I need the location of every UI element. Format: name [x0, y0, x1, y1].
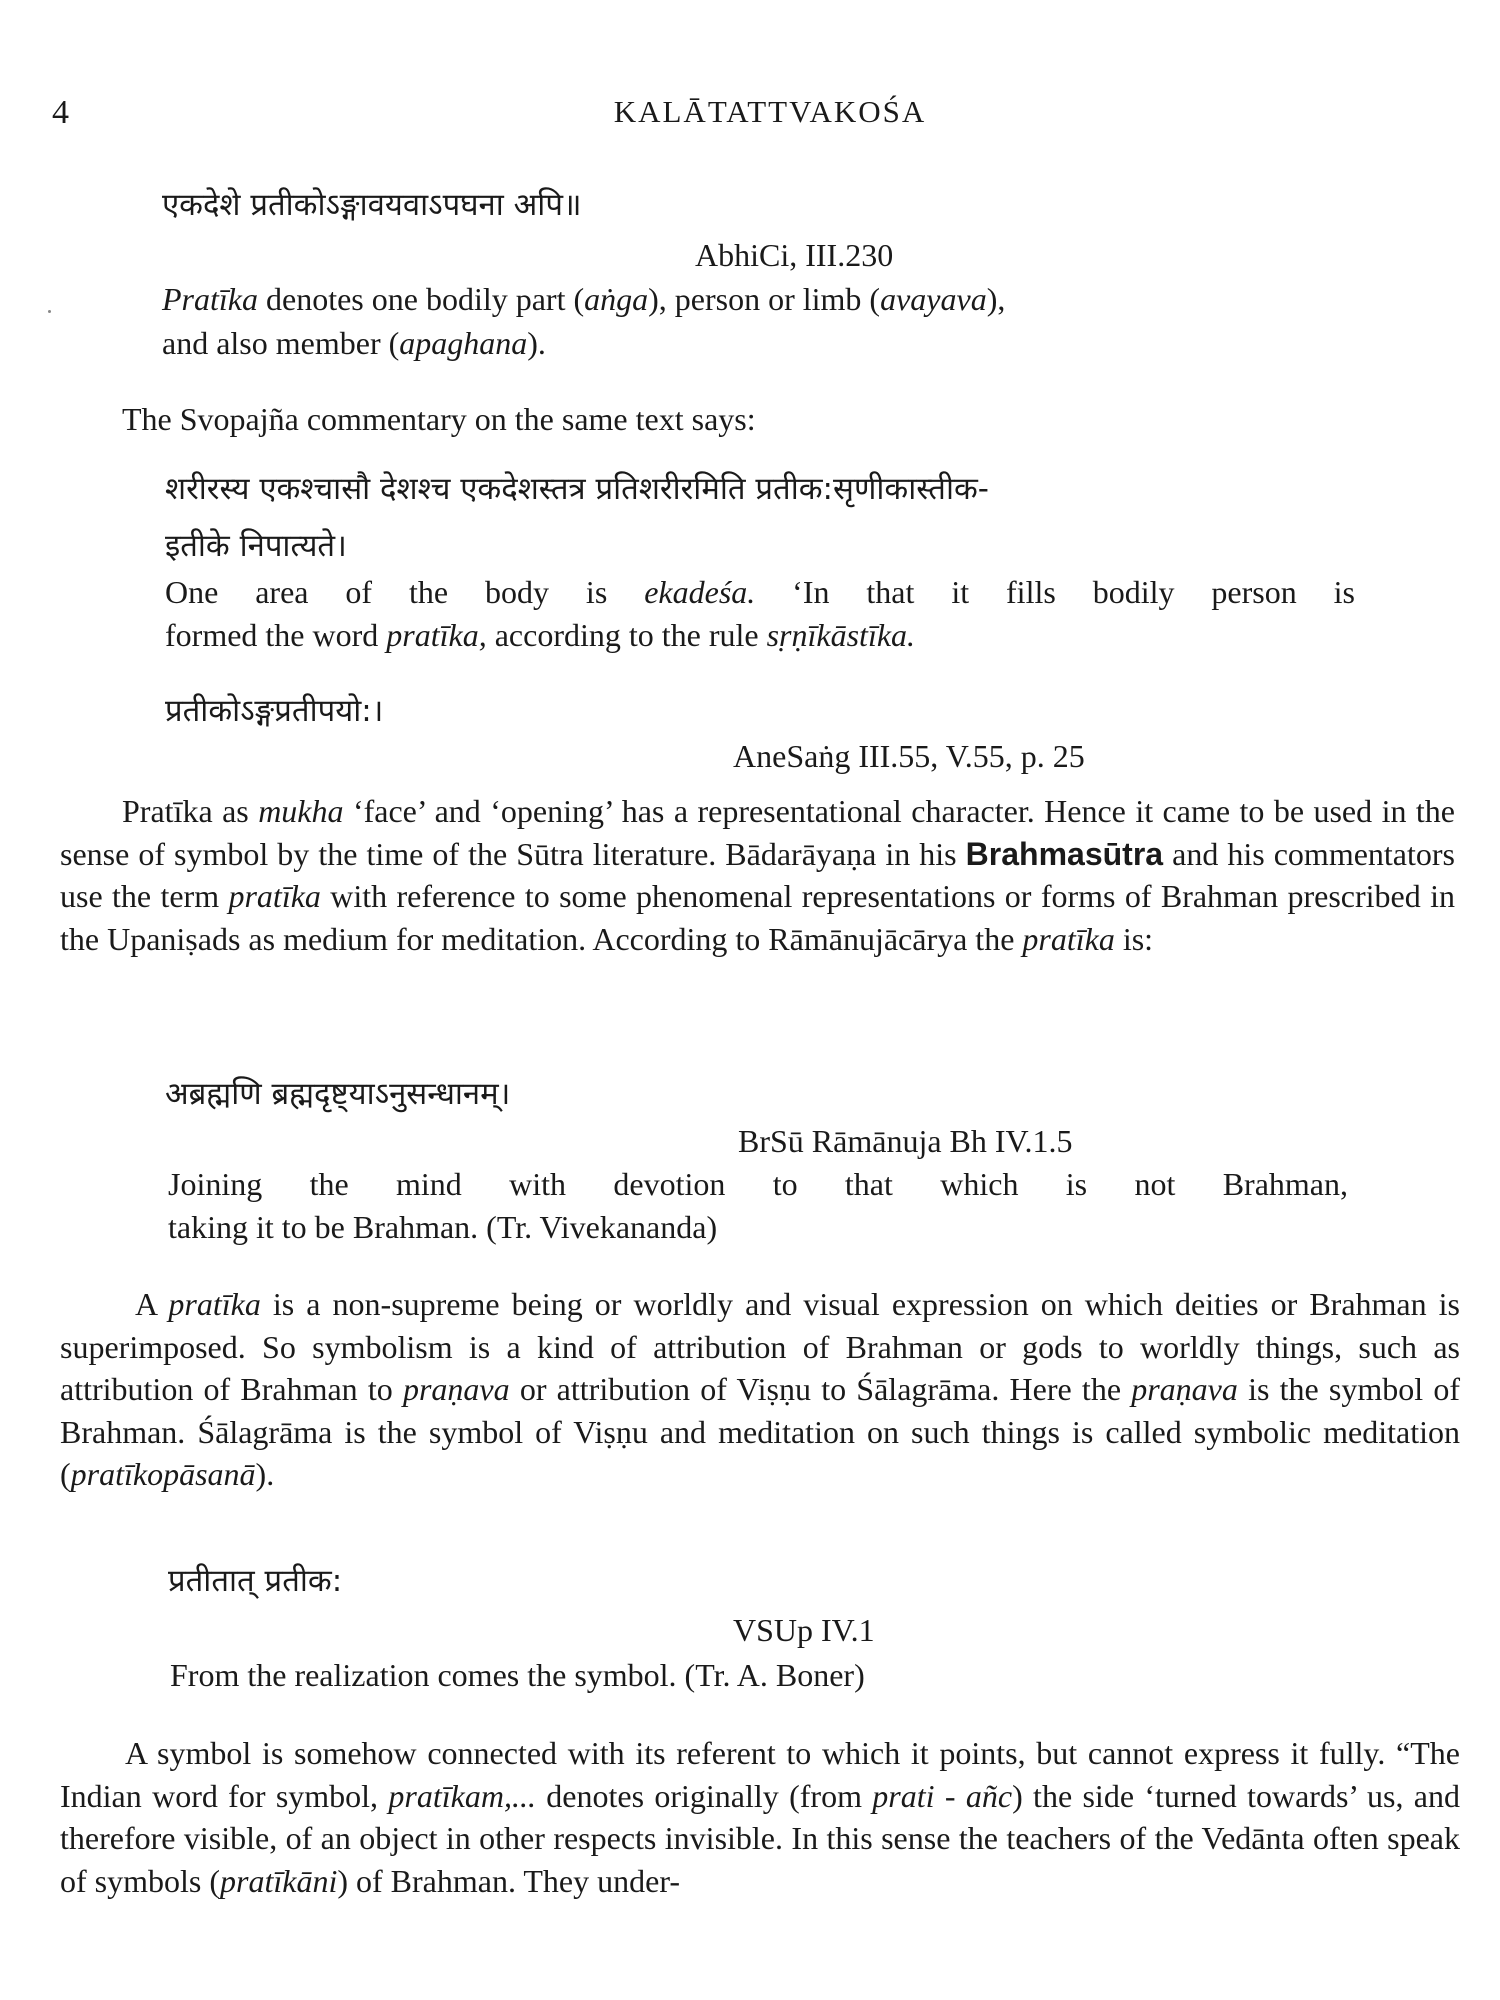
translation-text: One area of the body is — [165, 574, 645, 610]
sanskrit-verse-1: एकदेशे प्रतीकोऽङ्गावयवाऽपघना अपि॥ — [162, 187, 582, 223]
translation-text: ), person or limb ( — [648, 281, 881, 317]
margin-speck — [48, 310, 51, 313]
paragraph-symbol-referent — [60, 1732, 1460, 1902]
translation-text: ‘In that it fills bodily person is — [755, 574, 1356, 610]
paragraph-text: with reference to some phenomenal representations or forms of Brahman prescribed in the Upaniṣads as medium for meditation. According to Rāmānujācārya the — [60, 878, 1456, 957]
translation-text: according to the rule — [486, 617, 767, 653]
paragraph-text: denotes originally (from — [535, 1777, 873, 1814]
term-pranava: praṇava — [1131, 1371, 1238, 1407]
term-mukha: mukha — [258, 793, 344, 829]
paragraph-text: ) of Brahman. They under- — [337, 1862, 680, 1899]
translation-1-line-2 — [162, 324, 546, 362]
svopajna-intro: The Svopajña commentary on the same text says: — [122, 401, 756, 437]
term-avayava: avayava — [880, 281, 987, 317]
translation-5: From the realization comes the symbol. (Tr. A. Boner) — [170, 1657, 865, 1693]
translation-text: formed the word — [165, 617, 387, 653]
paragraph-text: A — [135, 1286, 169, 1322]
term-pratika: Pratīka — [162, 281, 258, 317]
term-brahmasutra: Brahmasūtra — [965, 835, 1164, 872]
paragraph-text: and his commentators use the term — [60, 835, 1456, 914]
paragraph-symbolism — [60, 1283, 1460, 1496]
paragraph-text: ‘face’ and ‘opening’ has a representational character. Hence it came to be used in the sense of symbol by the time of the Sūtra literature. Bādarāyaṇa in his — [60, 793, 1456, 872]
term-pratikam: pratīkam,... — [388, 1777, 536, 1814]
term-anga: aṅga — [584, 281, 649, 317]
translation-2-line-1 — [165, 573, 1355, 611]
running-title: KALĀTATTVAKOŚA — [613, 94, 927, 129]
translation-4-line-1: Joining the mind with devotion to that which is not Brahman, — [168, 1166, 1348, 1202]
sanskrit-commentary-line-2: इतीके निपात्यते। — [165, 528, 347, 564]
paragraph-pratika-meaning — [60, 790, 1455, 960]
reference-5: VSUp IV.1 — [733, 1612, 875, 1648]
term-rule: sṛṇīkāstīka. — [766, 617, 916, 653]
term-pranava: praṇava — [402, 1371, 510, 1407]
translation-text: and also member ( — [162, 325, 400, 361]
term-pratika: pratīka — [168, 1286, 261, 1322]
reference-4: BrSū Rāmānuja Bh IV.1.5 — [738, 1123, 1073, 1159]
paragraph-text: ) the side ‘turned towards’ us, and therefore visible, of an object in other respects invisible. In this sense the teachers of the Vedānta often speak of symbols ( — [60, 1777, 1461, 1899]
page-number: 4 — [52, 94, 69, 131]
translation-4-line-2: taking it to be Brahman. (Tr. Vivekananda) — [168, 1209, 718, 1245]
paragraph-text: is: — [1114, 920, 1154, 957]
translation-2-line-2 — [165, 616, 915, 654]
paragraph-text: is a non-supreme being or worldly and visual expression on which deities or Brahman is superimposed. So symbolism is a kind of attribution of Brahman or gods to worldly things, such as attribution of Brahman to — [60, 1286, 1461, 1407]
term-pratika: pratīka — [1022, 920, 1115, 957]
sanskrit-verse-3: प्रतीकोऽङ्गप्रतीपयो:। — [165, 693, 384, 729]
term-apaghana: apaghana — [399, 325, 528, 361]
paragraph-text: or attribution of Viṣṇu to Śālagrāma. Here the — [509, 1371, 1132, 1407]
translation-text: denotes one bodily part ( — [257, 281, 585, 317]
term-prati-anc: prati - añc — [872, 1777, 1013, 1814]
paragraph-text: A symbol is somehow connected with its referent to which it points, but cannot express it fully. “The Indian word for symbol, — [60, 1735, 1460, 1814]
term-pratika: pratīka — [228, 878, 321, 914]
paragraph-text: is the symbol of Brahman. Śālagrāma is the symbol of Viṣṇu and meditation on such things is called symbolic meditation ( — [60, 1371, 1461, 1492]
reference-3: AneSaṅg III.55, V.55, p. 25 — [733, 738, 1085, 774]
term-pratikani: pratīkāni — [220, 1862, 338, 1899]
translation-text: ). — [527, 325, 546, 361]
paragraph-text: Pratīka as — [122, 793, 259, 829]
paragraph-text: ). — [255, 1456, 275, 1492]
term-pratikopasana: pratīkopāsanā — [70, 1456, 256, 1492]
translation-1-line-1 — [162, 280, 1372, 318]
term-pratika: pratīka, — [386, 617, 487, 653]
translation-text: ), — [986, 281, 1006, 317]
sanskrit-verse-5: प्रतीतात् प्रतीक: — [168, 1563, 343, 1599]
sanskrit-commentary-line-1: शरीरस्य एकश्चासौ देशश्च एकदेशस्तत्र प्रतिशरीरमिति प्रतीक:सृणीकास्तीक- — [165, 471, 989, 507]
sanskrit-verse-4: अब्रह्मणि ब्रह्मदृष्ट्याऽनुसन्धानम्। — [165, 1076, 511, 1112]
reference-1: AbhiCi, III.230 — [695, 237, 894, 273]
term-ekadesa: ekadeśa. — [644, 574, 756, 610]
